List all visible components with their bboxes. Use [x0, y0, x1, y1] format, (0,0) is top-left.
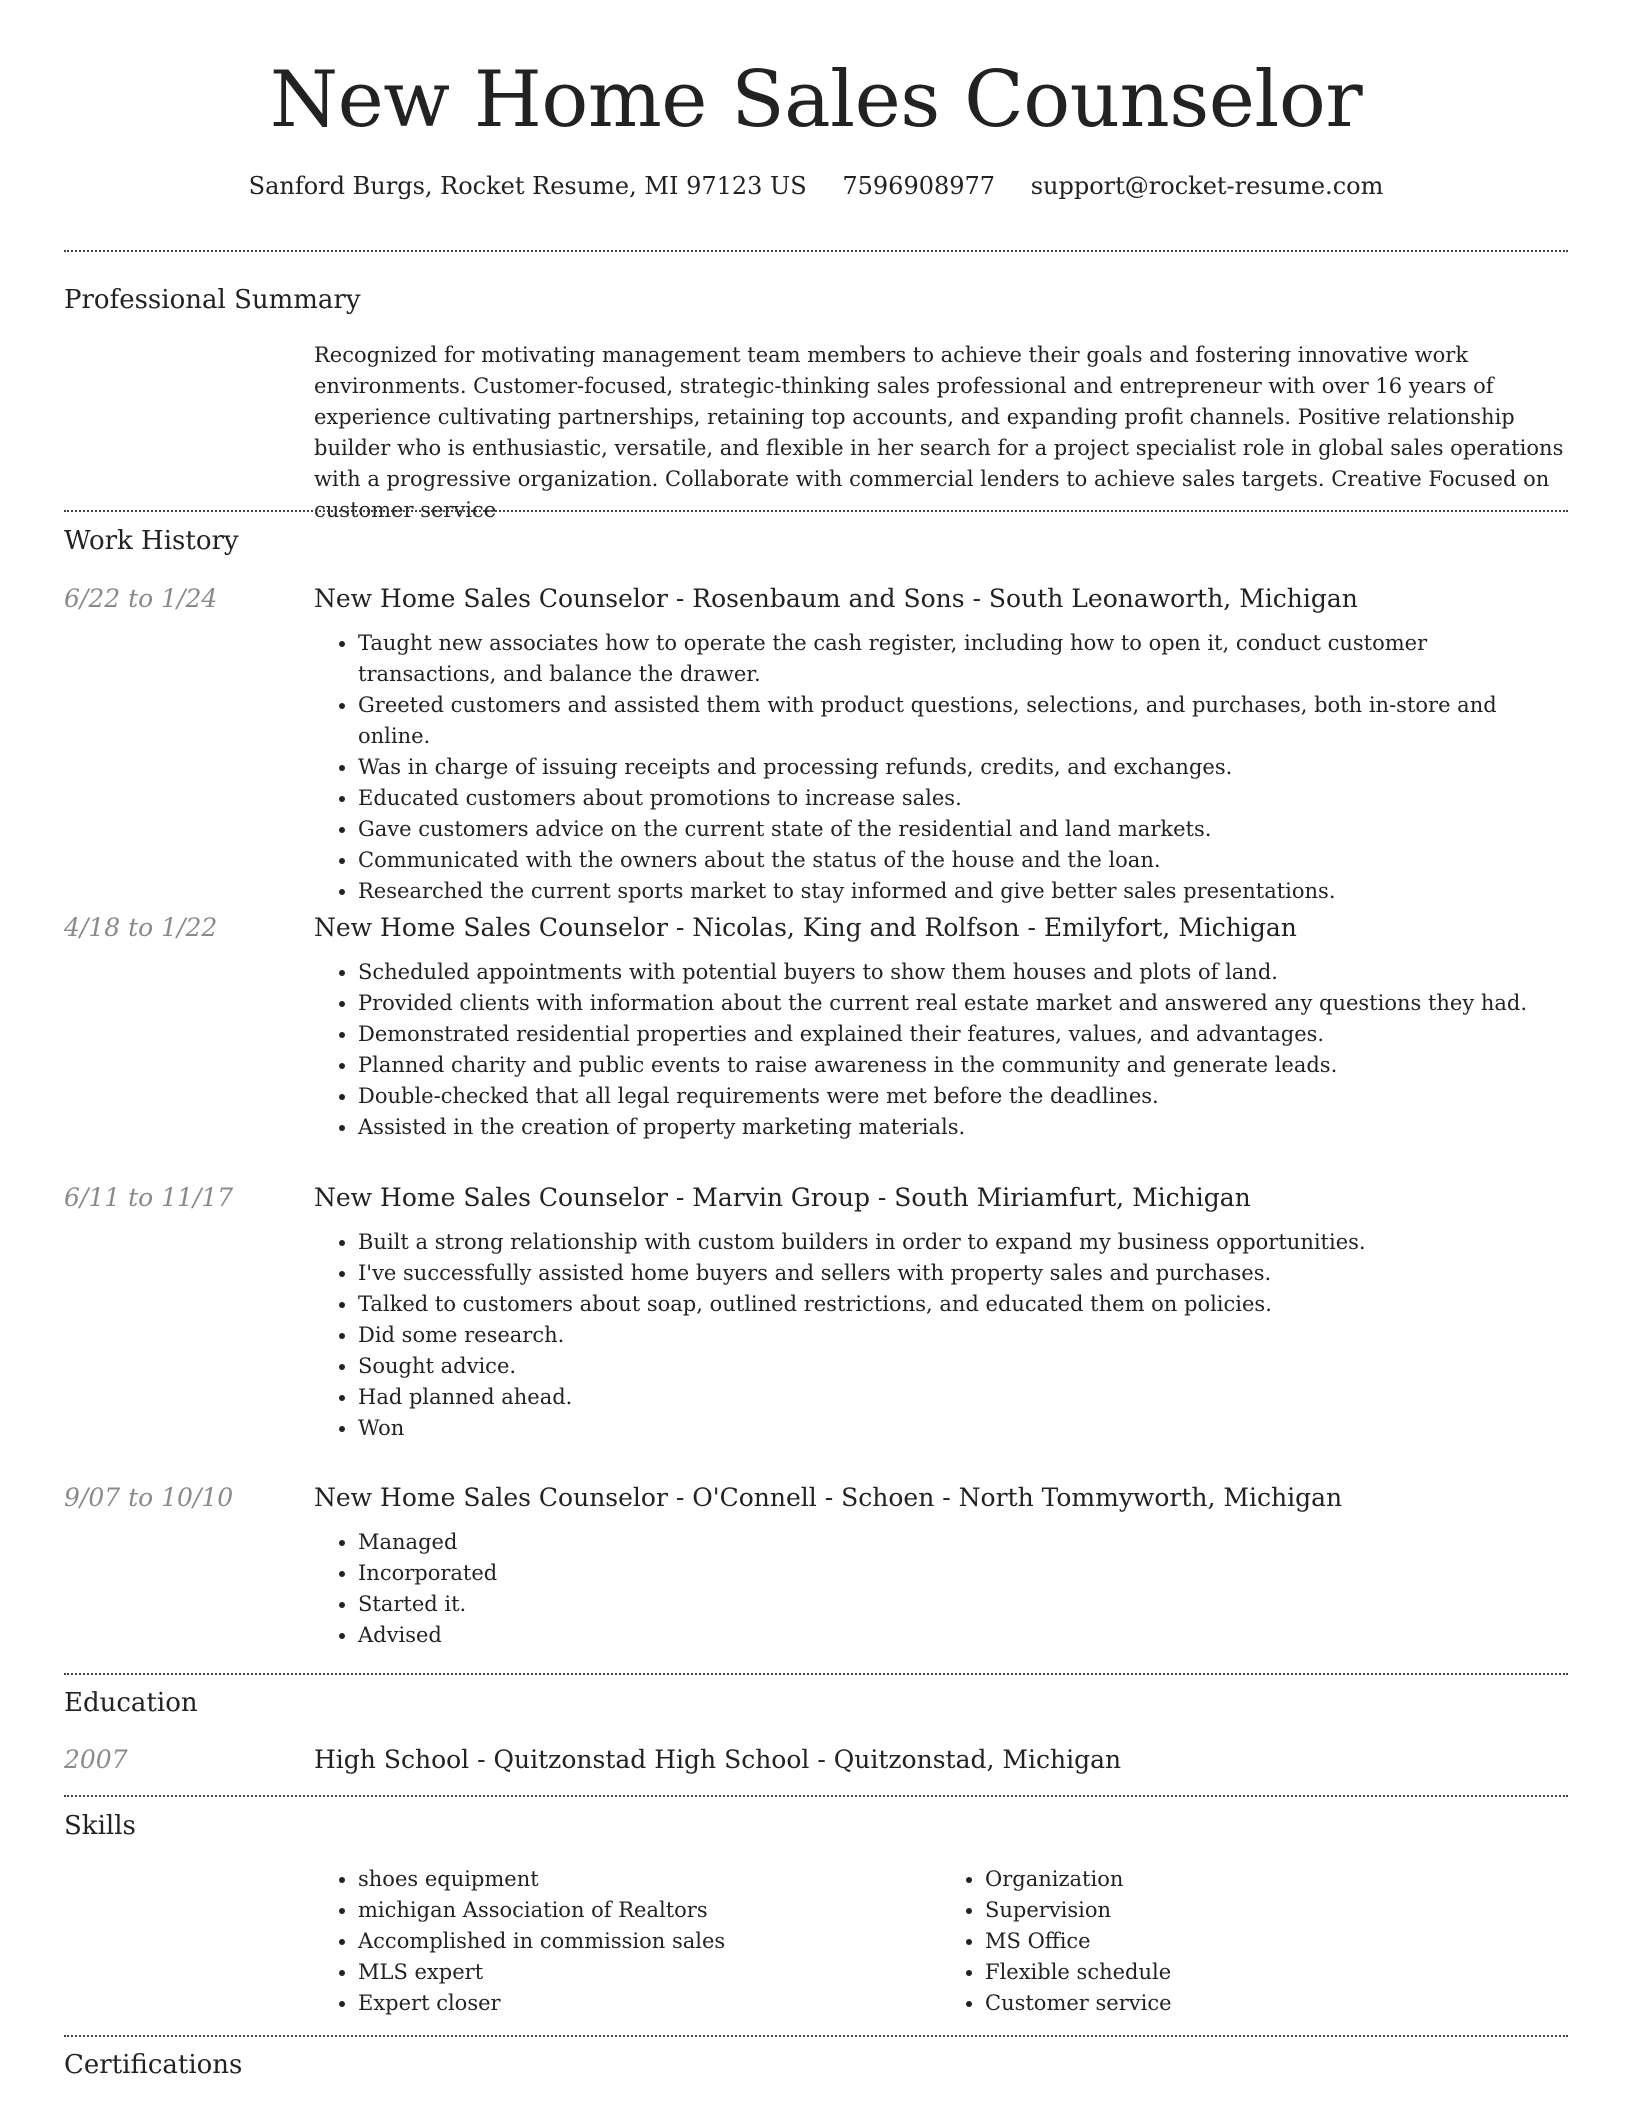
list-item: • Won — [358, 1413, 1568, 1444]
list-item: • Was in charge of issuing receipts and processing refunds, credits, and exchanges. — [358, 752, 1568, 783]
skills-list — [314, 1864, 1568, 2019]
list-item: • I've successfully assisted home buyers and sellers with property sales and purchases. — [358, 1258, 1568, 1289]
job-dates: 6/22 to 1/24 — [64, 584, 218, 613]
job-entry — [64, 582, 1568, 907]
list-item: • Communicated with the owners about the status of the house and the loan. — [358, 845, 1568, 876]
job-title — [314, 582, 1568, 616]
list-item: • Demonstrated residential properties and explained their features, values, and advantages. — [358, 1019, 1568, 1050]
list-item: • michigan Association of Realtors — [358, 1895, 941, 1926]
job-details: - Rosenbaum and Sons - South Leonaworth, Michigan — [667, 584, 1358, 613]
job-title — [314, 911, 1568, 945]
job-details: - Nicolas, King and Rolfson - Emilyfort, Michigan — [667, 913, 1297, 942]
list-item: • Sought advice. — [358, 1351, 1568, 1382]
education-title — [314, 1743, 1568, 1777]
section-title-summary-heading: Professional Summary — [64, 285, 361, 315]
job-role: New Home Sales Counselor — [314, 1183, 668, 1212]
list-item: • Organization — [985, 1864, 1568, 1895]
divider — [64, 1795, 1568, 1797]
resume-name: New Home Sales Counselor — [269, 55, 1363, 145]
divider — [64, 1673, 1568, 1675]
list-item: • Managed — [358, 1527, 1568, 1558]
job-entry — [64, 1481, 1568, 1651]
list-item: • Taught new associates how to operate the cash register, including how to open it, conduct customer transactions, and balance the drawer. — [358, 628, 1568, 690]
job-title — [314, 1481, 1568, 1515]
summary-body — [314, 340, 1568, 526]
job-entry — [64, 1181, 1568, 1444]
list-item: • Customer service — [985, 1988, 1568, 2019]
divider — [64, 510, 1568, 512]
list-item: • Greeted customers and assisted them with product questions, selections, and purchases, both in-store and online. — [358, 690, 1568, 752]
education-section — [64, 1683, 1568, 1723]
education-details: - Quitzonstad High School - Quitzonstad, Michigan — [469, 1745, 1122, 1774]
list-item: • shoes equipment — [358, 1864, 941, 1895]
job-role: New Home Sales Counselor — [314, 913, 668, 942]
section-title-work: Work History — [64, 526, 239, 556]
list-item: • Advised — [358, 1620, 1568, 1651]
contact-email: support@rocket-resume.com — [1030, 172, 1384, 200]
job-details: - O'Connell - Schoen - North Tommyworth, Michigan — [667, 1483, 1343, 1512]
education-degree: High School — [314, 1745, 470, 1774]
list-item: • Incorporated — [358, 1558, 1568, 1589]
contact-address: Sanford Burgs, Rocket Resume, MI 97123 US — [248, 172, 807, 200]
list-item: • Built a strong relationship with custom builders in order to expand my business opportunities. — [358, 1227, 1568, 1258]
divider — [64, 250, 1568, 252]
contact-line — [64, 168, 1568, 204]
list-item: • Planned charity and public events to raise awareness in the community and generate leads. — [358, 1050, 1568, 1081]
list-item: • Double-checked that all legal requirements were met before the deadlines. — [358, 1081, 1568, 1112]
list-item: • Started it. — [358, 1589, 1568, 1620]
list-item: • Scheduled appointments with potential buyers to show them houses and plots of land. — [358, 957, 1568, 988]
list-item: • Provided clients with information about the current real estate market and answered any questions they had. — [358, 988, 1568, 1019]
list-item: • MLS expert — [358, 1957, 941, 1988]
job-dates: 6/11 to 11/17 — [64, 1183, 234, 1212]
job-bullets — [314, 1527, 1568, 1651]
skills-column-right — [941, 1864, 1568, 2019]
job-dates: 9/07 to 10/10 — [64, 1483, 234, 1512]
summary-text: Recognized for motivating management team members to achieve their goals and fostering innovative work environments. Customer-focused, strategic-thinking sales professional and entrepreneur with over 16 years of experience cultivating partnerships, retaining top accounts, and expanding profit channels. Positive relationship builder who is enthusiastic, versatile, and flexible in her search for a project specialist role in global sales operations with a progressive organization. Collaborate with commercial lenders to achieve sales targets. Creative Focused on customer service — [314, 343, 1564, 522]
list-item: • Researched the current sports market to stay informed and give better sales presentations. — [358, 876, 1568, 907]
section-title-skills: Skills — [64, 1811, 136, 1841]
list-item: • Had planned ahead. — [358, 1382, 1568, 1413]
education-entry — [64, 1743, 1568, 1777]
section-title-education: Education — [64, 1688, 198, 1718]
contact-phone: 7596908977 — [842, 172, 996, 200]
list-item: • Accomplished in commission sales — [358, 1926, 941, 1957]
list-item: • Flexible schedule — [985, 1957, 1568, 1988]
list-item: • Assisted in the creation of property marketing materials. — [358, 1112, 1568, 1143]
job-dates: 4/18 to 1/22 — [64, 913, 218, 942]
certifications-section — [64, 2045, 1568, 2085]
job-role: New Home Sales Counselor — [314, 1483, 668, 1512]
list-item: • Talked to customers about soap, outlined restrictions, and educated them on policies. — [358, 1289, 1568, 1320]
list-item: • Supervision — [985, 1895, 1568, 1926]
skills-section — [64, 1806, 1568, 1846]
list-item: • MS Office — [985, 1926, 1568, 1957]
list-item: • Educated customers about promotions to increase sales. — [358, 783, 1568, 814]
list-item: • Gave customers advice on the current state of the residential and land markets. — [358, 814, 1568, 845]
work-history-section — [64, 521, 1568, 561]
job-details: - Marvin Group - South Miriamfurt, Michigan — [667, 1183, 1251, 1212]
list-item: • Did some research. — [358, 1320, 1568, 1351]
job-title — [314, 1181, 1568, 1215]
resume-page — [64, 0, 1568, 252]
skills-column-left — [314, 1864, 941, 2019]
divider — [64, 2035, 1568, 2037]
section-title-certifications: Certifications — [64, 2050, 243, 2080]
job-bullets — [314, 1227, 1568, 1444]
list-item: • Expert closer — [358, 1988, 941, 2019]
job-bullets — [314, 628, 1568, 907]
education-year: 2007 — [64, 1745, 128, 1774]
job-entry — [64, 911, 1568, 1143]
job-bullets — [314, 957, 1568, 1143]
job-role: New Home Sales Counselor — [314, 584, 668, 613]
summary-block — [64, 280, 1568, 320]
